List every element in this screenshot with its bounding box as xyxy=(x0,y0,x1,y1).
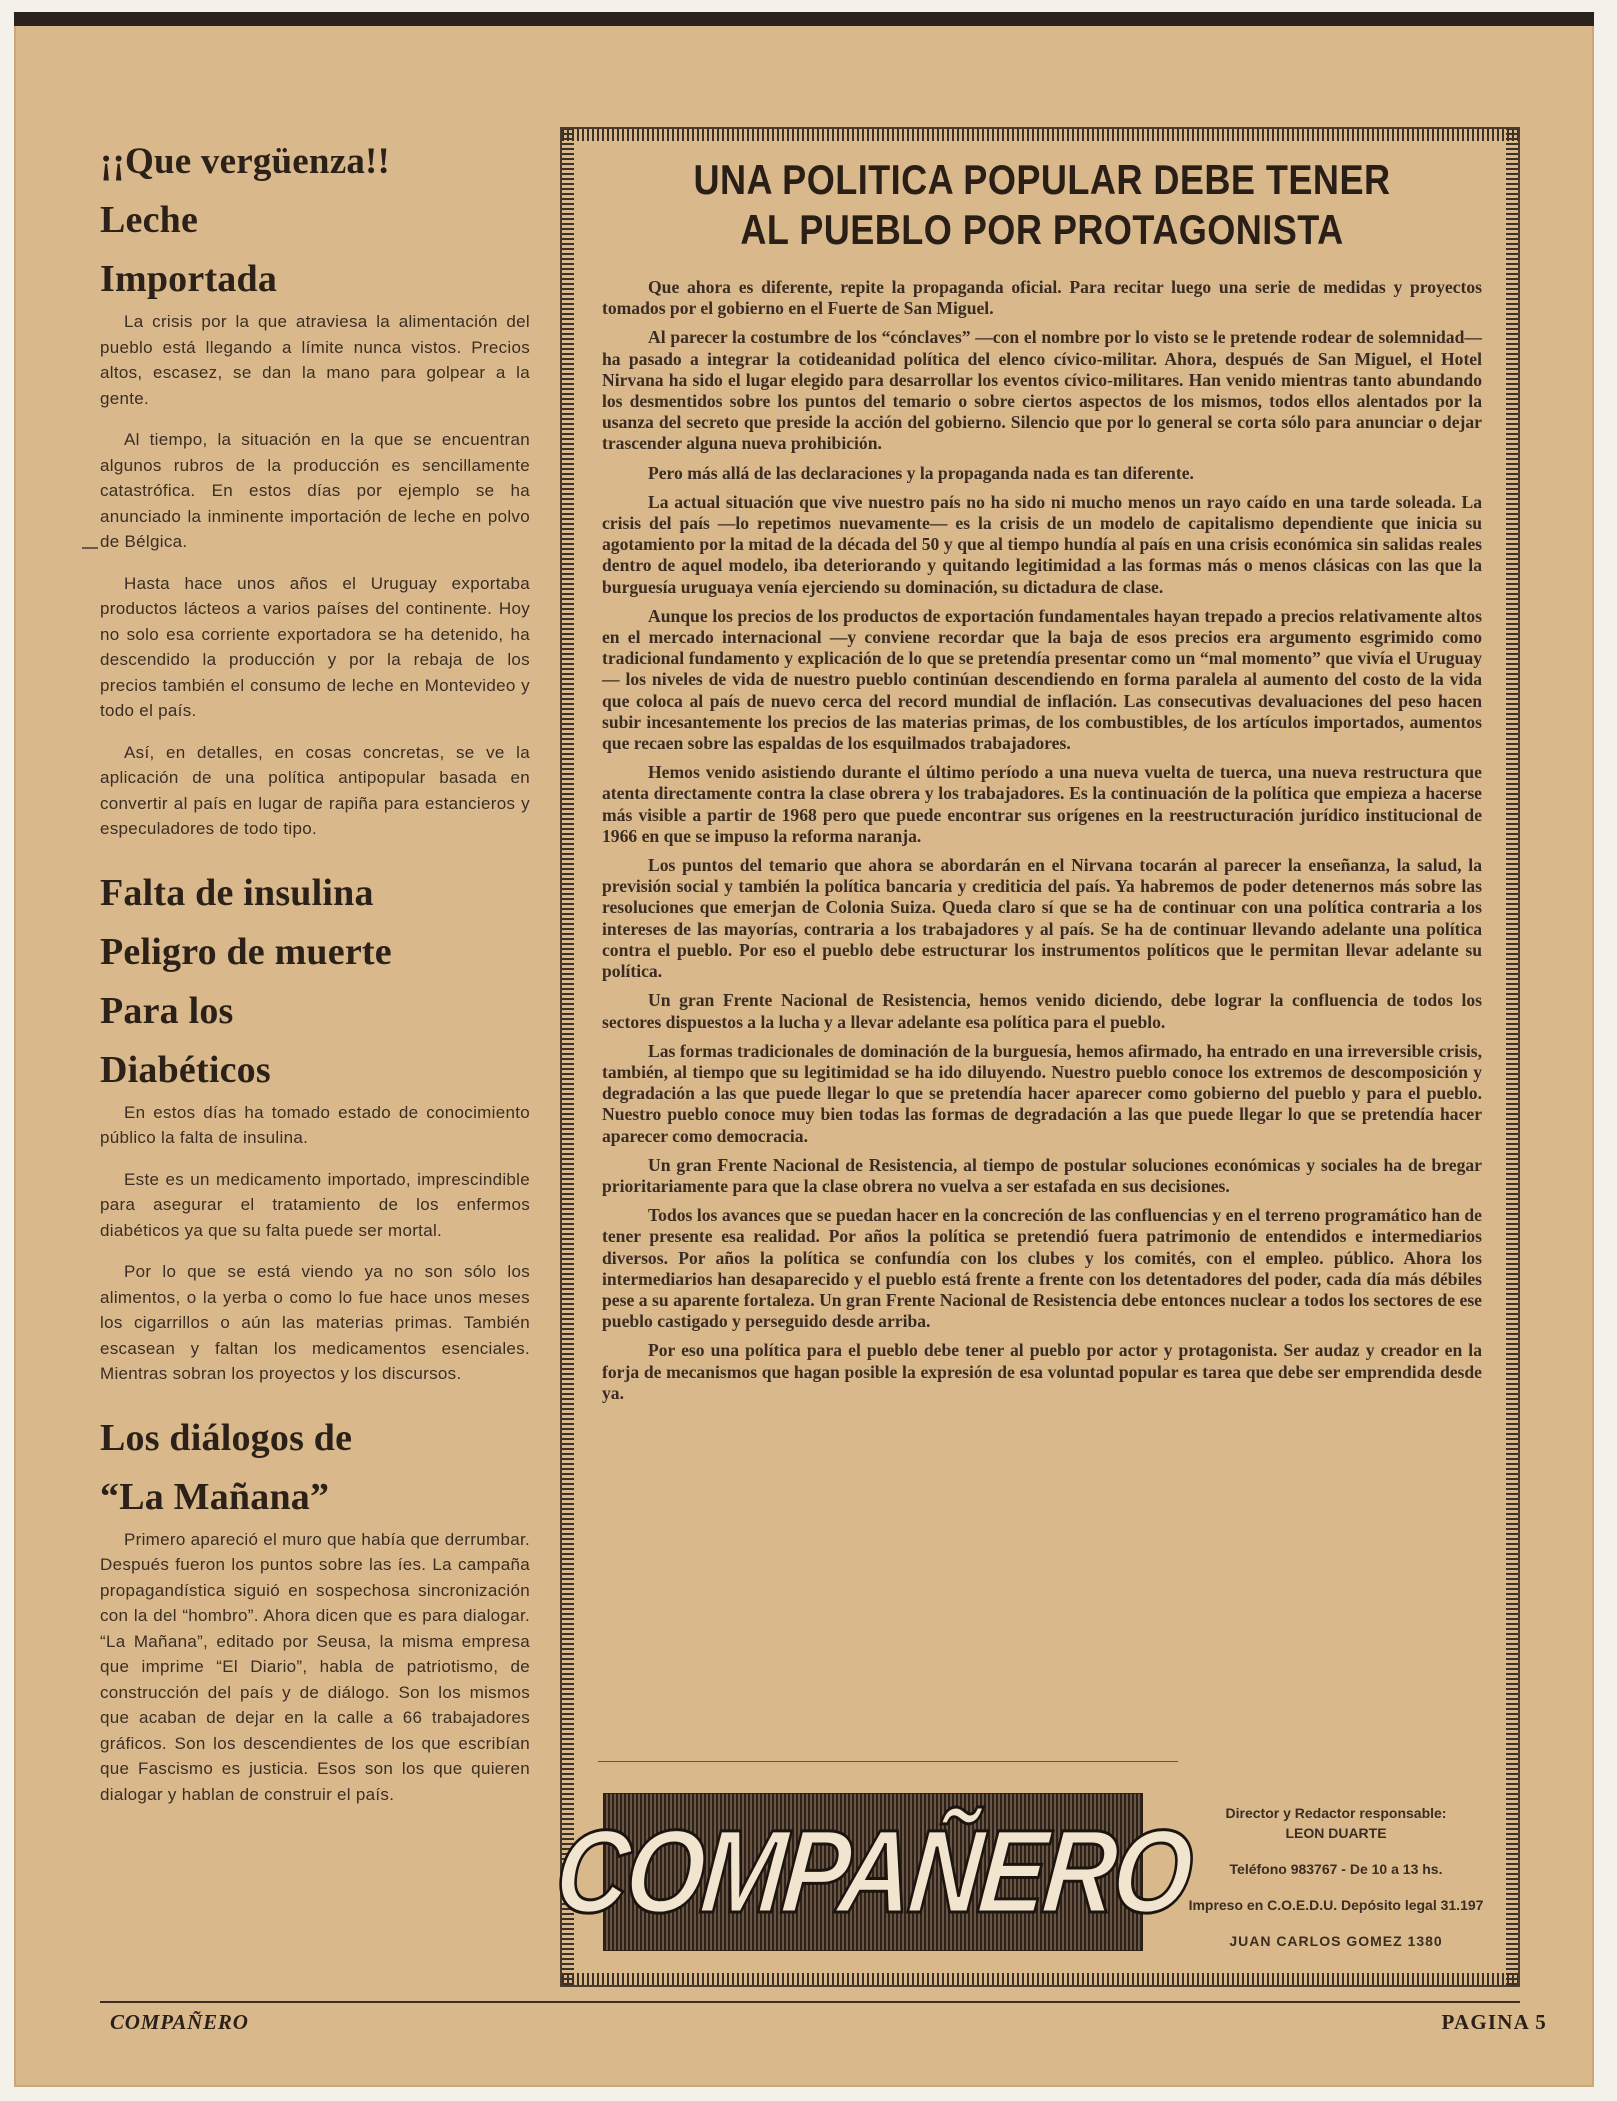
compañero-logo xyxy=(550,1793,1196,1951)
body-paragraph: Primero apareció el muro que había que derrumbar. Después fueron los puntos sobre las íes. La campaña propagandística siguió en sospechosa sincronización con la del “hombro”. Ahora dicen que es para dialogar. “La Mañana”, editado por Seusa, la misma empresa que imprime “El Diario”, habla de patriotismo, de construcción del país y de diálogo. Son los mismos que acaban de dejar en la calle a 66 trabajadores gráficos. Son los descendientes de los que escribían que Fascismo es justicia. Esos son los que quieren dialogar y hablan de construir el país. xyxy=(100,1529,530,1804)
headline-line: Para los xyxy=(100,989,234,1032)
section-dialogos xyxy=(100,1409,530,1808)
body-paragraph: Por lo que se está viendo ya no son sólo los alimentos, o la yerba o como lo fue hace unos meses los cigarrillos o aún las materias primas. También escasean y faltan los medicamentos esenciales. Mientras sobran los proyectos y los discursos. xyxy=(100,1262,530,1383)
body-paragraph: Este es un medicamento importado, imprescindible para asegurar el tratamiento de los enfermos diabéticos ya que su falta puede ser mortal. xyxy=(100,1169,530,1240)
headline-line: Importada xyxy=(100,258,278,300)
address-line: JUAN CARLOS GOMEZ 1380 xyxy=(1229,1933,1443,1949)
printer-line: Impreso en C.O.E.D.U. Depósito legal 31.197 xyxy=(1188,1897,1484,1913)
article-paragraph: Los puntos del temario que ahora se abordarán en el Nirvana tocarán al parecer la enseñanza, la salud, la previsión social y también la política bancaria y crediticia del país. Ya habremos de poder detenernos más sobre las resoluciones que emerjan de Colonia Suiza. Queda claro sí que se ha de continuar con una política contraria a los intereses de las mayorías, contraria a los trabajadores y al país. Se ha de continuar llevando adelante una política contra el pueblo. Por eso el pueblo debe estructurar los instrumentos políticos que le permitan llevar adelante su política. xyxy=(602,855,1482,982)
headline-line: Falta de insulina xyxy=(100,871,374,914)
headline-line: “La Mañana” xyxy=(100,1475,330,1518)
headline-line: Diabéticos xyxy=(100,1048,271,1091)
editorial-box xyxy=(550,127,1520,1987)
body-paragraph: Hasta hace unos años el Uruguay exportaba productos lácteos a varios países del continente. Hoy no solo esa corriente exportadora se ha detenido, ha descendido la producción y por la rebaja de los precios también el consumo de leche en Montevideo y todo el país. xyxy=(100,573,530,720)
article-paragraph: Por eso una política para el pueblo debe tener al pueblo por actor y protagonista. Ser audaz y creador en la forja de mecanismos que hagan posible la expresión de esa voluntad popular es tarea que debe ser emprendida desde ya. xyxy=(602,1340,1482,1403)
article-paragraph: Un gran Frente Nacional de Resistencia, hemos venido diciendo, debe lograr la confluencia de todos los sectores dispuestos a la lucha y a llevar adelante esa política para el pueblo. xyxy=(602,990,1482,1032)
title-line-1: UNA POLITICA POPULAR DEBE TENER xyxy=(693,156,1391,203)
article-paragraph: Todos los avances que se puedan hacer en la concreción de las confluencias y en el terreno programático han de tener presente esa realidad. Por años la política se pretendió fuera patrimonio de entendidos e intermediarios diversos. Por años la política se confundía con los clubes y los comités, con el empleo. público. Ahora los intermediarios han desaparecido y el pueblo está frente a frente con los detentadores del poder, cada día más débiles pese a su aparente fortaleza. Un gran Frente Nacional de Resistencia debe entonces nuclear a todos los sectores de ese pueblo castigado y perseguido desde arriba. xyxy=(602,1205,1482,1332)
article-paragraph: Al parecer la costumbre de los “cónclaves” —con el nombre por lo visto se le pretende rodear de solemnidad— ha pasado a integrar la cotideanidad política del elenco cívico-militar. Ahora, después de San Miguel, el Hotel Nirvana ha sido el lugar elegido para desarrollar los eventos cívico-militares. Han venido mientras tanto abundando los desmentidos sobre los puntos del temario o sobre ciertos aspectos de los mismos, todos ellos alentados por la usanza del secreto que preside la acción del gobierno. Silencio que por lo general se corta sólo para anunciar o dejar trascender alguna nueva prohibición. xyxy=(602,327,1482,454)
section-insulina xyxy=(100,864,530,1387)
article-paragraph: Que ahora es diferente, repite la propaganda oficial. Para recitar luego una serie de medidas y proyectos tomados por el gobierno en el Fuerte de San Miguel. xyxy=(602,277,1482,319)
logo-text: COMPAÑERO xyxy=(550,1806,1196,1938)
article-paragraph: Hemos venido asistiendo durante el último período a una nueva vuelta de tuerca, una nueva restructura que atenta directamente contra la clase obrera y los trabajadores. Es la continuación de la política que empieza a hacerse más visible a partir de 1968 pero que puede encontrar sus orígenes en la reestructuración jurídico institucional de 1966 en que se impuso la reforma naranja. xyxy=(602,762,1482,846)
headline-line: Peligro de muerte xyxy=(100,930,392,973)
article-paragraph: Un gran Frente Nacional de Resistencia, al tiempo de postular soluciones económicas y sociales ha de bregar prioritariamente para que la clase obrera no vuelva a ser estafada en sus decisiones. xyxy=(602,1154,1482,1196)
body-paragraph: La crisis por la que atraviesa la alimentación del pueblo está llegando a límite nunca vistos. Precios altos, escasez, se dan la mano para golpear a la gente. xyxy=(100,312,530,408)
director-label: Director y Redactor responsable: xyxy=(1225,1805,1447,1821)
editorial-content xyxy=(602,151,1482,1412)
top-edge-bar xyxy=(14,12,1594,26)
masthead-divider xyxy=(598,1761,1178,1762)
footer-page-number: PAGINA 5 xyxy=(1441,2010,1547,2034)
headline-line: Leche xyxy=(100,199,199,241)
phone-line: Teléfono 983767 - De 10 a 13 hs. xyxy=(1229,1861,1443,1877)
left-column xyxy=(100,132,530,1829)
footer-publication-name: COMPAÑERO xyxy=(110,2010,249,2034)
footer-rule xyxy=(100,2001,1520,2003)
director-block xyxy=(1186,1803,1486,1843)
section-leche-importada xyxy=(100,132,530,842)
title-line-2: AL PUEBLO POR PROTAGONISTA xyxy=(740,206,1344,253)
article-paragraph: La actual situación que vive nuestro país no ha sido ni mucho menos un rayo caído en una tarde soleada. La crisis del país —lo repetimos nuevamente— es la crisis de un modelo de capitalismo dependiente que inicia su agotamiento por la mitad de la década del 50 y que al tiempo hundía al país en una crisis económica sin salidas reales dentro de aquel modelo, iba deteriorando y quitando legitimidad a las formas más o menos clásicas con las que la burguesía uruguaya venía ejerciendo su dominación, su dictadura de clase. xyxy=(602,491,1482,597)
body-paragraph: Al tiempo, la situación en la que se encuentran algunos rubros de la producción es sencillamente catastrófica. En estos días por ejemplo se ha anunciado la inminente importación de leche en polvo de Bélgica. xyxy=(100,430,530,551)
editorial-title xyxy=(664,155,1421,255)
article-paragraph: Las formas tradicionales de dominación de la burguesía, hemos afirmado, ha entrado en una irreversible crisis, también, al tiempo que su legitimidad se ha ido diluyendo. Nuestro pueblo conoce los extremos de descomposición y degradación a las que puede llegar lo que se pretendía hacer aparecer como gobierno del pueblo y para el pueblo. Nuestro pueblo conoce muy bien todas las formas de degradación a las que puede llegar lo que se pretendía hacer aparecer como democracia. xyxy=(602,1040,1482,1146)
headline-line: ¡¡Que vergüenza!! xyxy=(100,141,391,182)
headline-line: Los diálogos de xyxy=(100,1416,353,1459)
body-paragraph: En estos días ha tomado estado de conocimiento público la falta de insulina. xyxy=(100,1102,530,1147)
article-paragraph: Aunque los precios de los productos de exportación fundamentales hayan trepado a precios relativamente altos en el mercado internacional —y conviene recordar que la baja de esos precios era argumento esgrimido como tradicional fundamento y explicación de lo que se pretendía presentar como un “mal momento” que vivía el Uruguay— los niveles de vida de nuestro pueblo continúan descendiendo en forma paralela al aumento del costo de la vida que coloca al país de nuevo cerca del record mundial de inflación. Las consecutivas devaluaciones del peso hacen subir incesantemente los precios de las materias primas, de los combustibles, de los artículos importados, aumentos que recaen sobre las espaldas de los esquilmados trabajadores. xyxy=(602,605,1482,754)
body-paragraph: Así, en detalles, en cosas concretas, se ve la aplicación de una política antipopular basada en convertir al país en lugar de rapiña para estancieros y especuladores de todo tipo. xyxy=(100,742,530,838)
masthead xyxy=(550,1761,1486,1961)
margin-mark xyxy=(82,547,98,549)
masthead-credits xyxy=(1186,1803,1486,1967)
article-paragraph: Pero más allá de las declaraciones y la propaganda nada es tan diferente. xyxy=(648,462,1194,483)
director-name: LEON DUARTE xyxy=(1285,1825,1387,1841)
